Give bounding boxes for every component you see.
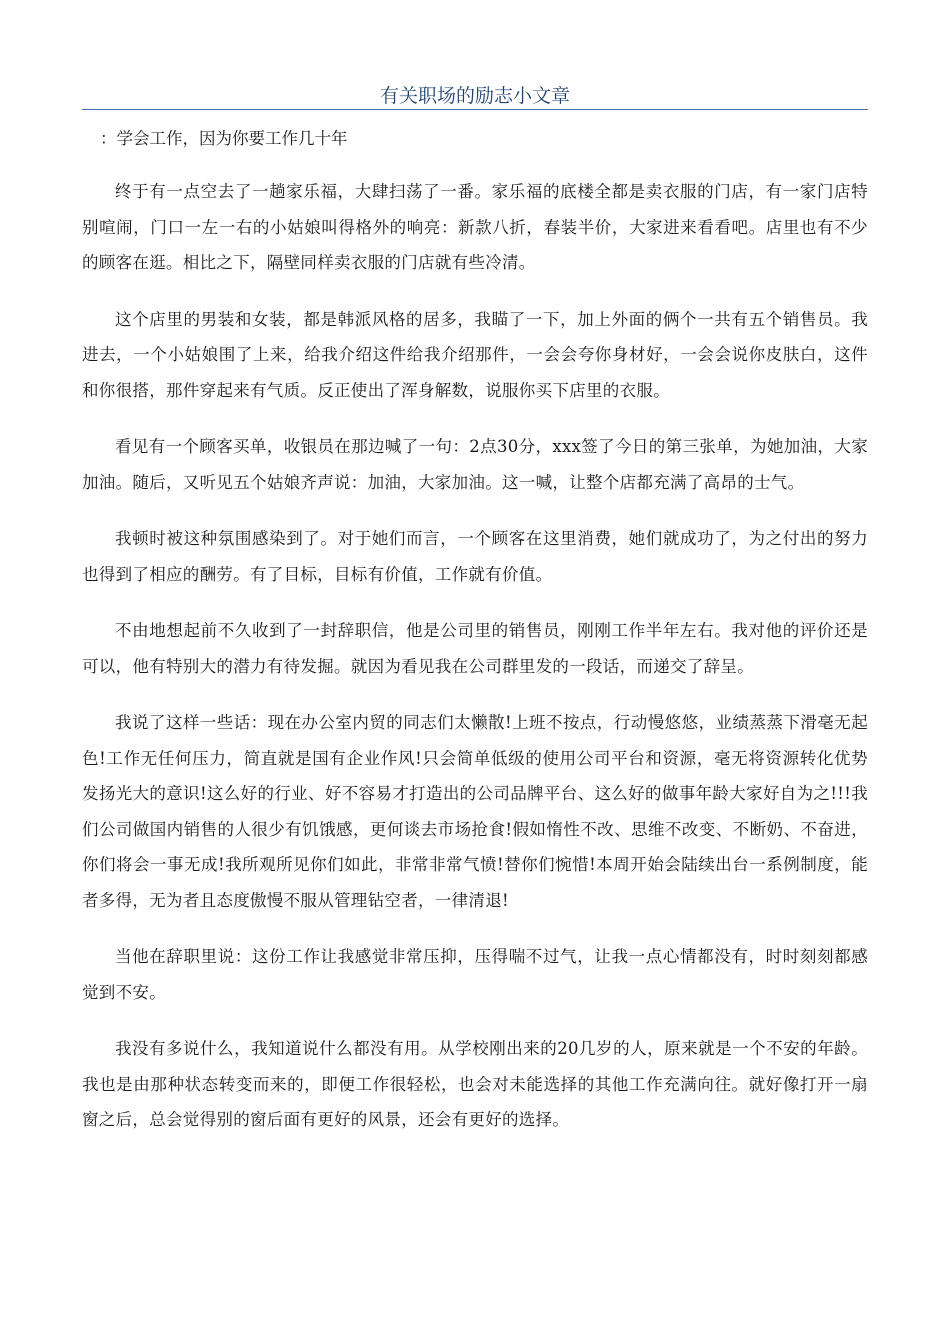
document-body bbox=[82, 124, 868, 1159]
paragraph: 不由地想起前不久收到了一封辞职信，他是公司里的销售员，刚刚工作半年左右。我对他的评价还是可以，他有特别大的潜力有待发掘。就因为看见我在公司群里发的一段话，而递交了辞呈。 bbox=[82, 621, 868, 676]
paragraph: 当他在辞职里说：这份工作让我感觉非常压抑，压得喘不过气，让我一点心情都没有，时时刻刻都感觉到不安。 bbox=[82, 947, 868, 1002]
paragraph: 看见有一个顾客买单，收银员在那边喊了一句：2点30分，xxx签了今日的第三张单，为她加油，大家加油。随后，又听见五个姑娘齐声说：加油，大家加油。这一喊，让整个店都充满了高昂的士气。 bbox=[82, 437, 868, 492]
document-title: 有关职场的励志小文章 bbox=[379, 85, 570, 107]
document-subtitle: ：学会工作，因为你要工作几十年 bbox=[100, 129, 348, 148]
paragraph: 我没有多说什么，我知道说什么都没有用。从学校刚出来的20几岁的人，原来就是一个不安的年龄。我也是由那种状态转变而来的，即便工作很轻松，也会对未能选择的其他工作充满向往。就好像打开一扇窗之后，总会觉得别的窗后面有更好的风景，还会有更好的选择。 bbox=[82, 1039, 868, 1129]
title-underline bbox=[82, 109, 868, 110]
paragraph: 我说了这样一些话：现在办公室内贸的同志们太懒散!上班不按点，行动慢悠悠，业绩蒸蒸下滑毫无起色!工作无任何压力，简直就是国有企业作风!只会简单低级的使用公司平台和资源，毫无将资源转化优势发扬光大的意识!这么好的行业、好不容易才打造出的公司品牌平台、这么好的做事年龄大家好自为之!!!我们公司做国内销售的人很少有饥饿感，更何谈去市场抢食!假如惰性不改、思维不改变、不断奶、不奋进，你们将会一事无成!我所观所见你们如此，非常非常气愤!替你们惋惜!本周开始会陆续出台一系例制度，能者多得，无为者且态度傲慢不服从管理钻空者，一律清退! bbox=[82, 713, 868, 910]
paragraph: 终于有一点空去了一趟家乐福，大肆扫荡了一番。家乐福的底楼全都是卖衣服的门店，有一家门店特别喧闹，门口一左一右的小姑娘叫得格外的响亮：新款八折，春装半价，大家进来看看吧。店里也有不少的顾客在逛。相比之下，隔壁同样卖衣服的门店就有些冷清。 bbox=[82, 182, 868, 272]
paragraph: 这个店里的男装和女装，都是韩派风格的居多，我瞄了一下，加上外面的俩个一共有五个销售员。我进去，一个小姑娘围了上来，给我介绍这件给我介绍那件，一会会夸你身材好，一会会说你皮肤白，这件和你很搭，那件穿起来有气质。反正使出了浑身解数，说服你买下店里的衣服。 bbox=[82, 309, 868, 400]
paragraph: 我顿时被这种氛围感染到了。对于她们而言，一个顾客在这里消费，她们就成功了，为之付出的努力也得到了相应的酬劳。有了目标，目标有价值，工作就有价值。 bbox=[82, 529, 868, 584]
